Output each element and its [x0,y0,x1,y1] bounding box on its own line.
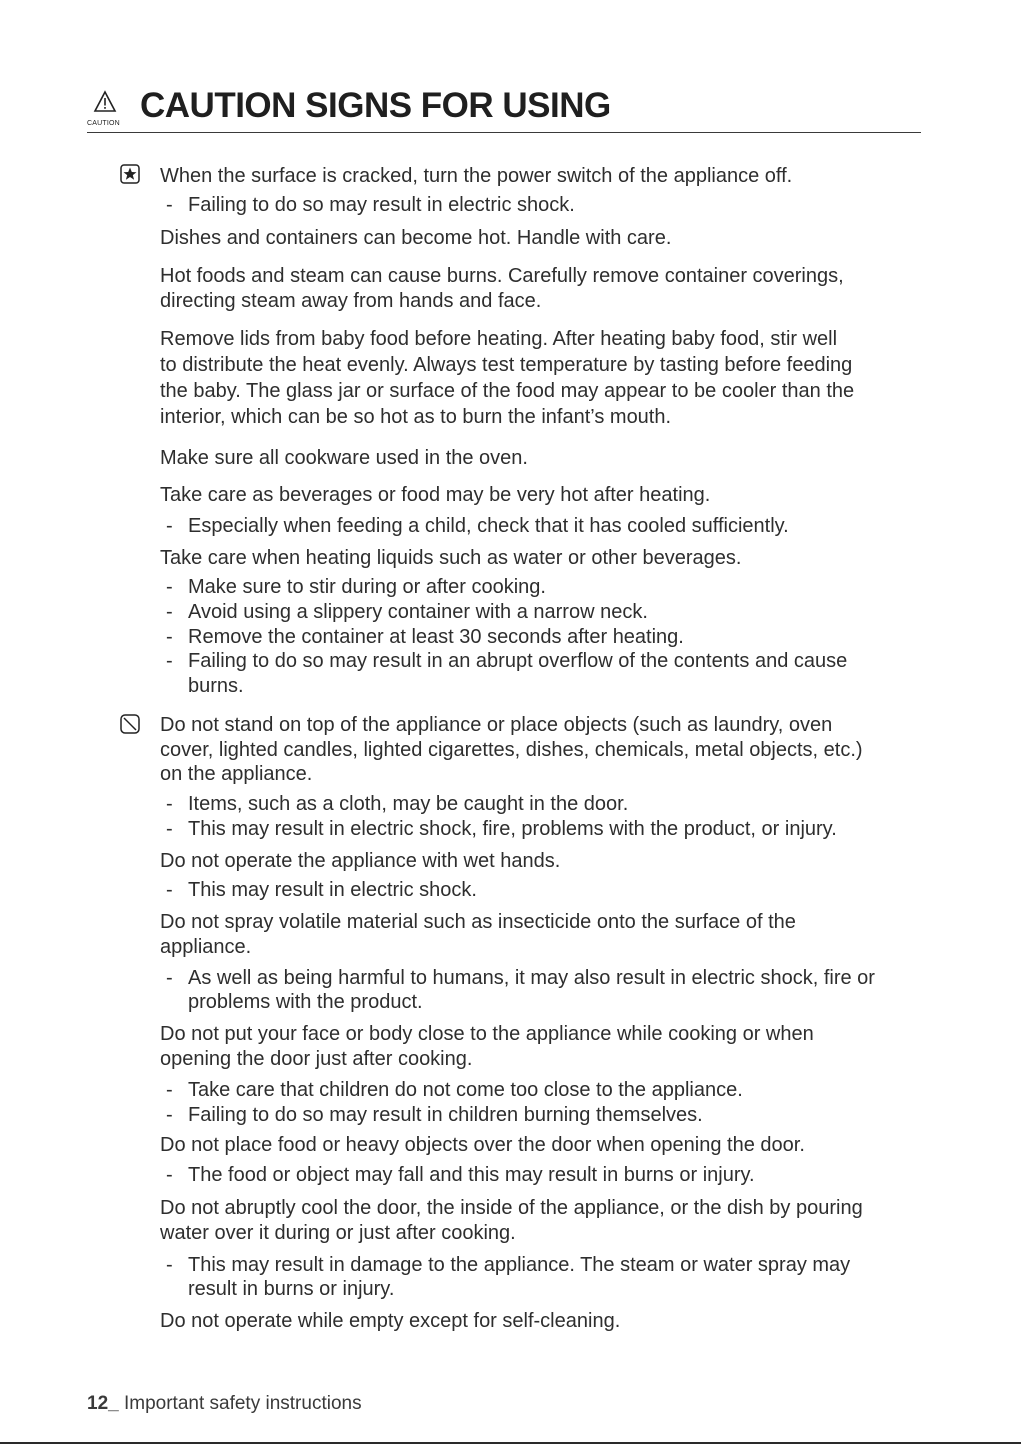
text-line: Take care when heating liquids such as water or other beverages. [160,547,742,569]
bullet-line: - The food or object may fall and this may result in burns or injury. [166,1164,755,1186]
text-line: to distribute the heat evenly. Always test temperature by tasting before feeding [160,354,853,376]
text-line: on the appliance. [160,763,313,785]
text-line: problems with the product. [188,991,423,1013]
bullet-line: - Especially when feeding a child, check that it has cooled sufficiently. [166,515,789,537]
text-line: Do not place food or heavy objects over the door when opening the door. [160,1134,805,1156]
text-line: cover, lighted candles, lighted cigarettes, dishes, chemicals, metal objects, etc.) [160,739,863,761]
text-line: Take care as beverages or food may be very hot after heating. [160,484,711,506]
text-line: opening the door just after cooking. [160,1048,473,1070]
text-line: Do not operate the appliance with wet hands. [160,850,561,872]
page-footer [87,1393,362,1415]
bullet-line: - Failing to do so may result in an abrupt overflow of the contents and cause [166,650,848,672]
section-name: Important safety instructions [118,1393,362,1414]
page-title: CAUTION SIGNS FOR USING [140,86,611,125]
text-line: Do not operate while empty except for self-cleaning. [160,1310,621,1332]
text-line: the baby. The glass jar or surface of the food may appear to be cooler than the [160,380,855,402]
text-line: When the surface is cracked, turn the power switch of the appliance off. [160,165,793,187]
text-line: burns. [188,675,244,697]
bullet-line: - Remove the container at least 30 seconds after heating. [166,626,684,648]
bullet-line: - Failing to do so may result in children burning themselves. [166,1104,703,1126]
bullet-line: - Make sure to stir during or after cooking. [166,576,546,598]
bullet-line: - As well as being harmful to humans, it may also result in electric shock, fire or [166,967,875,989]
prohibited-icon [120,714,140,734]
bullet-line: - Items, such as a cloth, may be caught in the door. [166,793,629,815]
bullet-line: - This may result in electric shock. [166,879,477,901]
text-line: Do not abruptly cool the door, the inside of the appliance, or the dish by pouring [160,1197,863,1219]
text-line: result in burns or injury. [188,1278,395,1300]
text-line: Do not stand on top of the appliance or place objects (such as laundry, oven [160,714,833,736]
text-line: appliance. [160,936,252,958]
text-line: interior, which can be so hot as to burn the infant’s mouth. [160,406,672,428]
star-box-icon [120,164,140,184]
text-line: Make sure all cookware used in the oven. [160,447,528,469]
text-line: Dishes and containers can become hot. Handle with care. [160,227,672,249]
caution-label: CAUTION [87,120,120,127]
page-header [87,82,921,133]
bullet-line: - Take care that children do not come too close to the appliance. [166,1079,743,1101]
bottom-divider [0,1442,1021,1444]
bullet-line: - This may result in damage to the appliance. The steam or water spray may [166,1254,851,1276]
page-number: 12_ [87,1393,119,1414]
text-line: Hot foods and steam can cause burns. Carefully remove container coverings, [160,265,844,287]
text-line: directing steam away from hands and face. [160,290,542,312]
text-line: water over it during or just after cooking. [160,1222,516,1244]
text-line: Remove lids from baby food before heating. After heating baby food, stir well [160,328,838,350]
bullet-line: - Avoid using a slippery container with a narrow neck. [166,601,648,623]
bullet-line: - This may result in electric shock, fire, problems with the product, or injury. [166,818,837,840]
warning-triangle-icon [87,90,123,130]
text-line: Do not put your face or body close to the appliance while cooking or when [160,1023,814,1045]
text-line: Do not spray volatile material such as insecticide onto the surface of the [160,911,796,933]
bullet-line: - Failing to do so may result in electric shock. [166,194,575,216]
